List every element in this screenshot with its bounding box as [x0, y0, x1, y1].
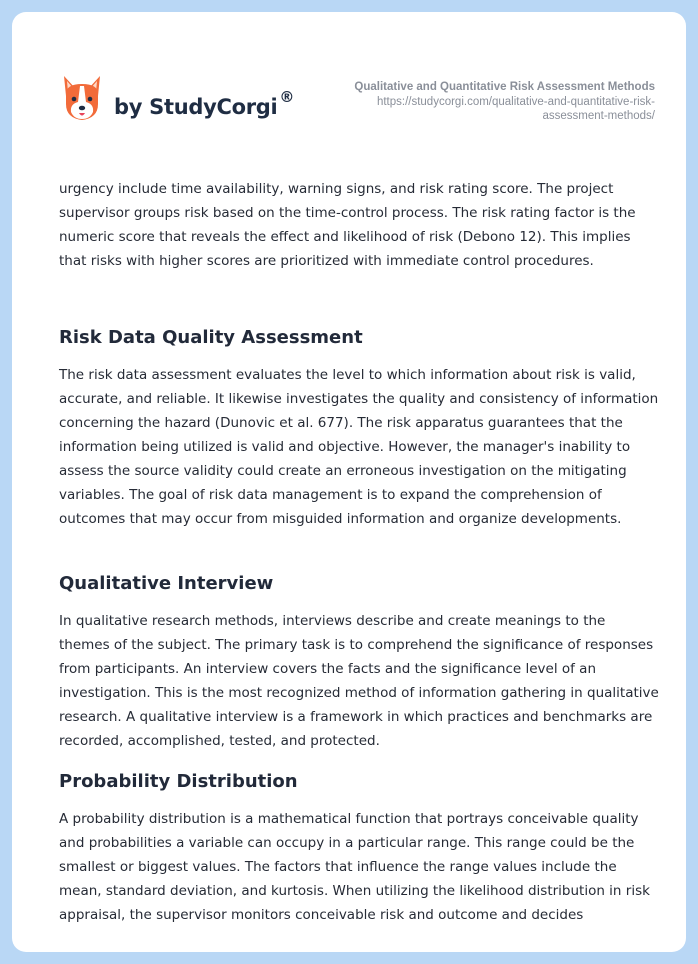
section-paragraph-probability-distribution: A probability distribution is a mathematical function that portrays conceivable quality and probabilities a variable can occupy in a particular range. This range could be the smallest or biggest values. The factors that influence the range values include the mean, standard deviation, and kurtosis. When utilizing the likelihood distribution in risk appraisal, the supervisor monitors conceivable risk and outcome and decides	[59, 811, 650, 923]
intro-paragraph: urgency include time availability, warning signs, and risk rating score. The project supervisor groups risk based on the time-control process. The risk rating factor is the numeric score that reveals the effect and likelihood of risk (Debono 12). This implies that risks with higher scores are prioritized with immediate control procedures.	[59, 181, 636, 269]
document-title: Qualitative and Quantitative Risk Assessment Methods	[354, 81, 655, 93]
section-heading-qualitative-interview: Qualitative Interview	[59, 573, 274, 594]
corgi-logo-icon	[60, 74, 104, 122]
section-paragraph-risk-data-quality: The risk data assessment evaluates the level to which information about risk is valid, accurate, and reliable. It likewise investigates the quality and consistency of information concerning the hazard (Dunovic et al. 677). The risk apparatus guarantees that the information being utilized is valid and objective. However, the manager's inability to assess the source validity could create an erroneous investigation on the mitigating variables. The goal of risk data management is to expand the comprehension of outcomes that may occur from misguided information and organize developments.	[59, 367, 659, 527]
document-page	[12, 12, 686, 952]
brand-name[interactable]: by StudyCorgi ®	[114, 88, 295, 119]
document-meta	[295, 80, 655, 123]
registered-mark: ®	[279, 88, 295, 106]
document-header	[12, 12, 686, 152]
section-heading-risk-data-quality: Risk Data Quality Assessment	[59, 327, 363, 348]
document-url[interactable]: https://studycorgi.com/qualitative-and-quantitative-risk-assessment-methods/	[376, 96, 655, 122]
section-paragraph-qualitative-interview: In qualitative research methods, interviews describe and create meanings to the themes of the subject. The primary task is to comprehend the significance of responses from participants. An interview covers the facts and the significance level of an investigation. This is the most recognized method of information gathering in qualitative research. A qualitative interview is a framework in which practices and benchmarks are recorded, accomplished, tested, and protected.	[59, 613, 659, 749]
section-heading-probability-distribution: Probability Distribution	[59, 771, 298, 792]
